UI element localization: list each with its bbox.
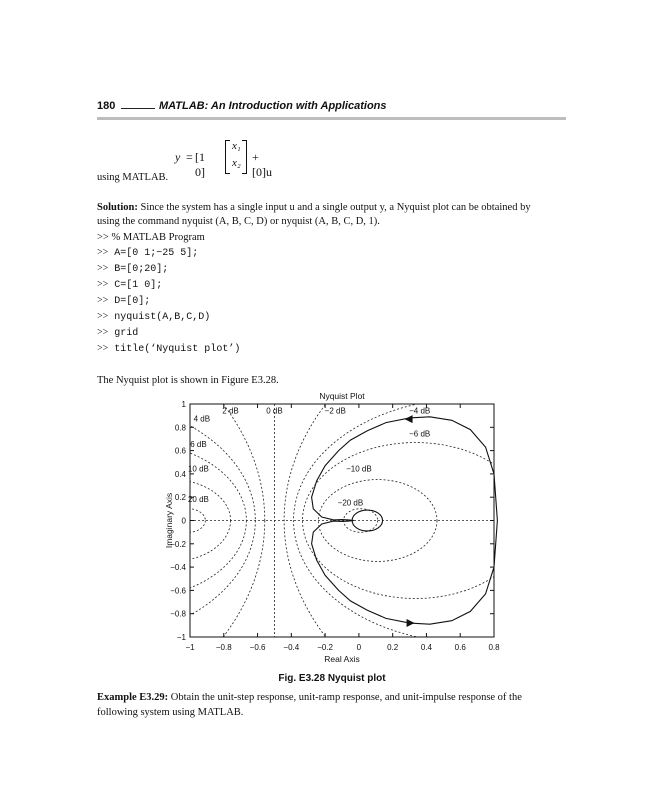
y-tick-label: −0.8 [170, 609, 186, 619]
code-text: nyquist(A,B,C,D) [114, 312, 211, 323]
code-prompt: >> [97, 295, 109, 306]
m-circle-label: −4 dB [409, 406, 431, 416]
nyquist-curve-negative [312, 521, 498, 625]
running-title: MATLAB: An Introduction with Applications [159, 100, 387, 112]
y-tick-label: 0.4 [174, 469, 186, 479]
x-tick-label: 0.6 [454, 643, 466, 652]
direction-arrow [407, 619, 415, 627]
x-tick-label: −1 [185, 643, 195, 652]
using-matlab: using MATLAB. [97, 172, 169, 183]
m-circle-label: 6 dB [190, 440, 207, 450]
y-tick-label: 0.2 [174, 493, 186, 503]
example-line1: Obtain the unit-step response, unit-ramp response, and unit-impulse response of the [168, 692, 522, 703]
m-circle-label: −20 dB [337, 498, 364, 508]
y-tick-label: 0 [181, 516, 186, 526]
m-circle-label: 4 dB [193, 414, 211, 424]
m-circle [171, 509, 205, 533]
code-text: C=[1 0]; [114, 280, 163, 291]
eq-row-vector: [1 0] [195, 150, 205, 179]
m-circle-label: 0 dB [266, 406, 283, 416]
x-tick-label: 0.8 [488, 643, 500, 652]
code-prompt: >> [97, 247, 109, 258]
eq-rest: +[0]u [252, 150, 272, 179]
code-prompt: >> [97, 263, 109, 274]
code-prompt: >> [97, 343, 109, 354]
x-tick-label: −0.4 [283, 643, 300, 652]
chart-title: Nyquist Plot [319, 391, 365, 401]
eq-lhs: y [175, 150, 181, 164]
example-paragraph [97, 690, 567, 705]
nyquist-shown-text: The Nyquist plot is shown in Figure E3.28. [97, 375, 279, 386]
m-circle-label: −2 dB [324, 406, 346, 416]
m-circle [0, 398, 255, 642]
code-prompt: >> [97, 279, 109, 290]
code-text: B=[0;20]; [114, 264, 169, 275]
solution-line2: using the command nyquist (A, B, C, D) or nyquist (A, B, C, D, 1). [97, 216, 380, 227]
solution-label: Solution: [97, 202, 138, 213]
y-tick-label: 0.8 [174, 423, 186, 433]
code-text: A=[0 1;−25 5]; [114, 248, 199, 259]
y-tick-label: −1 [176, 633, 186, 642]
x-tick-label: −0.8 [215, 643, 232, 652]
code-text: grid [114, 328, 139, 339]
code-text: D=[0]; [114, 296, 151, 307]
m-circle-label: −6 dB [409, 429, 431, 439]
y-axis-label: Imaginary Axis [164, 492, 174, 549]
example-label: Example E3.29: [97, 692, 169, 703]
x-tick-label: 0.4 [420, 643, 433, 652]
direction-arrow [405, 415, 413, 423]
y-tick-label: −0.4 [170, 563, 186, 573]
m-circle-label: −10 dB [346, 464, 372, 474]
code-text: title(‘Nyquist plot’) [114, 344, 241, 355]
code-prompt: >> [97, 311, 109, 322]
m-circle [20, 443, 246, 599]
m-circle-label: 2 dB [222, 406, 239, 416]
code-prompt: >> [97, 327, 109, 338]
m-circle [344, 509, 378, 533]
y-tick-label: −0.6 [170, 586, 186, 596]
solution-line1: Since the system has a single input u and a single output y, a Nyquist plot can be obtained by [137, 202, 531, 213]
m-circle-label: 10 dB [187, 464, 209, 474]
x-axis-label: Real Axis [324, 654, 360, 664]
x-tick-label: 0 [356, 643, 362, 652]
eq-x1: x₁ [232, 140, 241, 152]
y-tick-label: −0.2 [170, 539, 186, 549]
y-tick-label: 0.6 [174, 446, 186, 456]
x-tick-label: −0.6 [249, 643, 266, 652]
y-tick-label: 1 [181, 400, 186, 409]
x-tick-label: −0.2 [317, 643, 334, 652]
figure-caption: Fig. E3.28 Nyquist plot [278, 673, 386, 684]
program-comment: >> % MATLAB Program [97, 232, 205, 243]
x-tick-label: 0.2 [387, 643, 399, 652]
example-line2: following system using MATLAB. [97, 707, 244, 718]
page-number: 180 [97, 100, 116, 112]
m-circle-label: 20 dB [187, 494, 209, 504]
eq-x2: x₂ [232, 157, 241, 169]
eq-equals: = [186, 150, 193, 164]
